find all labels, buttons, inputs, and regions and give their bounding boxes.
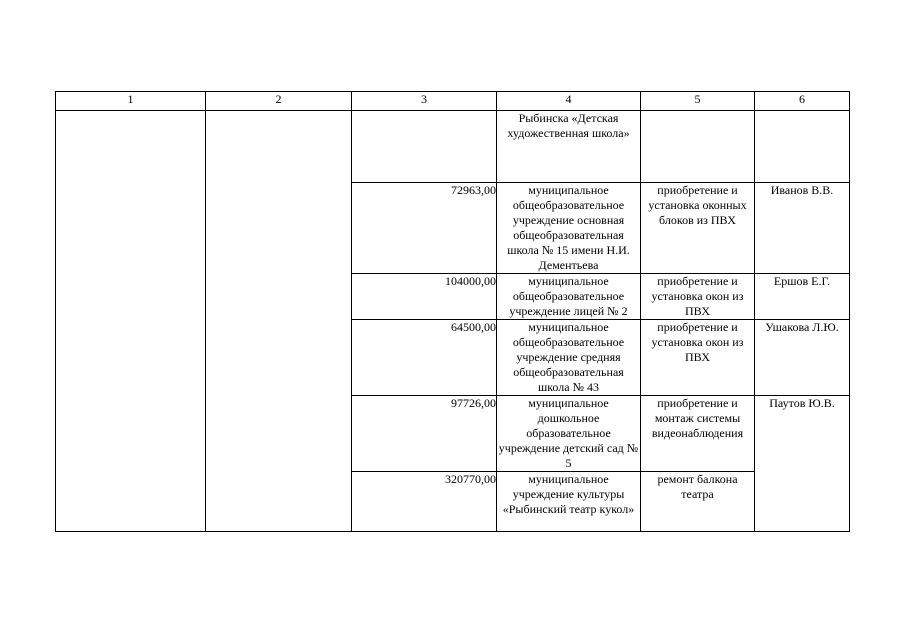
organization-cell: Рыбинска «Детская художественная школа»	[497, 111, 641, 183]
work-cell: приобретение и монтаж системы видеонаблюдения	[641, 396, 755, 472]
amount-cell: 104000,00	[352, 274, 497, 320]
responsible-person-cell: Ершов Е.Г.	[755, 274, 850, 320]
responsible-person-cell: Иванов В.В.	[755, 183, 850, 274]
responsible-person-cell: Паутов Ю.В.	[755, 396, 850, 532]
organization-cell: муниципальное общеобразовательное учреждение средняя общеобразовательная школа № 43	[497, 320, 641, 396]
amount-cell: 72963,00	[352, 183, 497, 274]
column-header-6: 6	[755, 92, 850, 111]
column-header-5: 5	[641, 92, 755, 111]
work-cell	[641, 111, 755, 183]
column-header-2: 2	[206, 92, 352, 111]
column-header-4: 4	[497, 92, 641, 111]
amount-cell: 64500,00	[352, 320, 497, 396]
organization-cell: муниципальное общеобразовательное учреждение основная общеобразовательная школа № 15 имени Н.И. Дементьева	[497, 183, 641, 274]
organization-cell: муниципальное общеобразовательное учреждение лицей № 2	[497, 274, 641, 320]
column-1-empty-cell	[56, 111, 206, 532]
organization-cell: муниципальное дошкольное образовательное учреждение детский сад № 5	[497, 396, 641, 472]
amount-cell: 97726,00	[352, 396, 497, 472]
column-header-3: 3	[352, 92, 497, 111]
column-header-1: 1	[56, 92, 206, 111]
work-cell: приобретение и установка оконных блоков из ПВХ	[641, 183, 755, 274]
table-row	[56, 111, 850, 183]
responsible-person-cell	[755, 111, 850, 183]
work-cell: ремонт балкона театра	[641, 472, 755, 532]
allocation-table	[55, 91, 850, 532]
column-2-empty-cell	[206, 111, 352, 532]
work-cell: приобретение и установка окон из ПВХ	[641, 274, 755, 320]
amount-cell	[352, 111, 497, 183]
organization-cell: муниципальное учреждение культуры «Рыбинский театр кукол»	[497, 472, 641, 532]
column-number-row	[56, 92, 850, 111]
work-cell: приобретение и установка окон из ПВХ	[641, 320, 755, 396]
amount-cell: 320770,00	[352, 472, 497, 532]
responsible-person-cell: Ушакова Л.Ю.	[755, 320, 850, 396]
